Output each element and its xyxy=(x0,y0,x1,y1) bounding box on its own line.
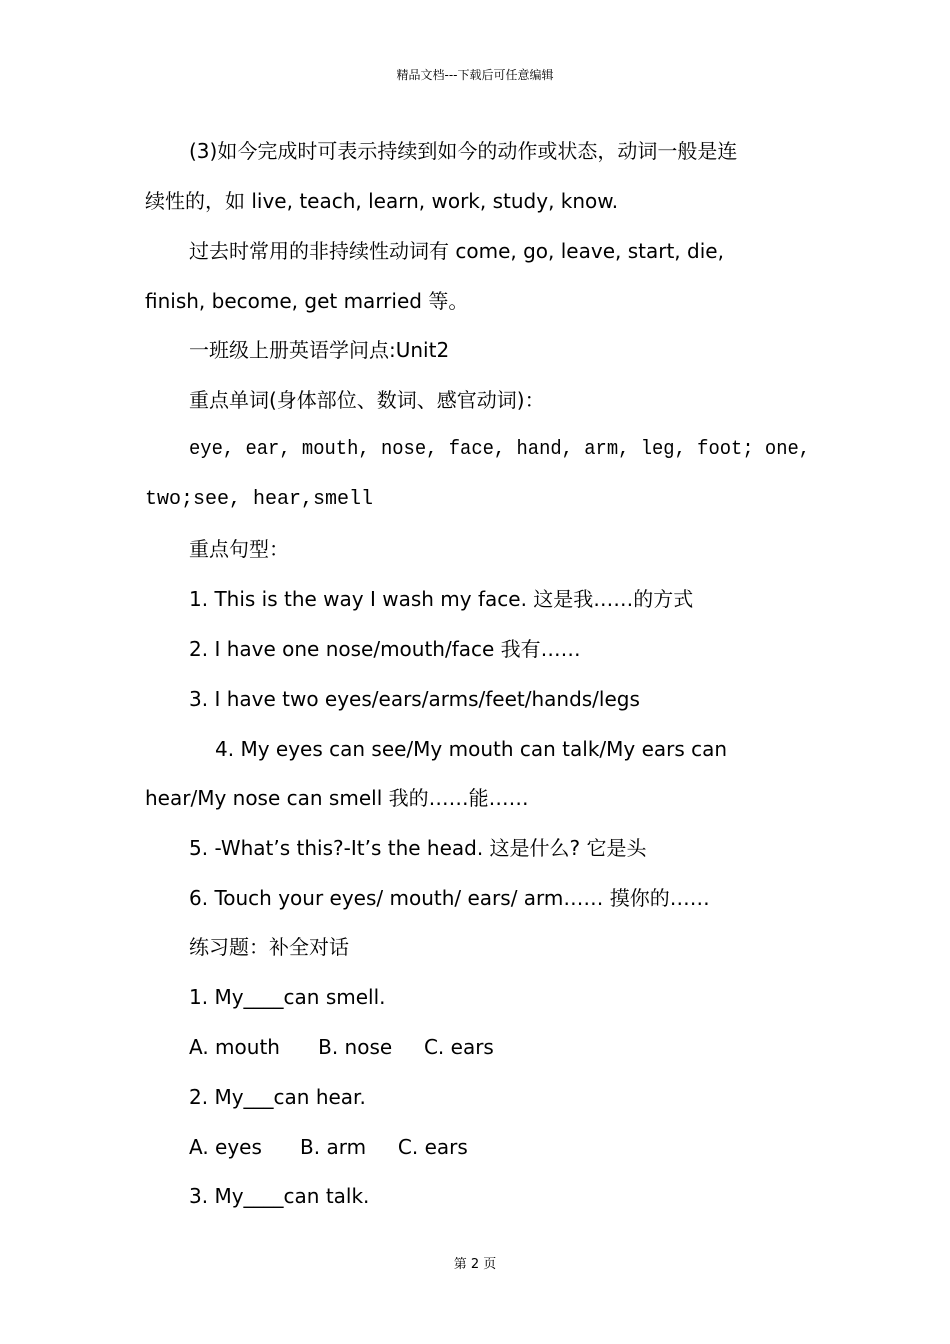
paragraph-line: (3)如今完成时可表示持续到如今的动作或状态，动词一般是连 xyxy=(189,139,738,163)
exercise-options: A. eyes B. arm C. ears xyxy=(189,1135,468,1159)
sentence-pattern: 6. Touch your eyes/ mouth/ ears/ arm…… 摸你的…… xyxy=(189,886,710,910)
sentence-pattern: 3. I have two eyes/ears/arms/feet/hands/legs xyxy=(189,687,640,711)
exercise-question: 2. My___can hear. xyxy=(189,1085,366,1109)
sentence-pattern: 5. -What’s this?-It’s the head. 这是什么? 它是头 xyxy=(189,836,647,860)
sentence-pattern: hear/My nose can smell 我的……能…… xyxy=(145,786,529,810)
page-header: 精品文档---下载后可任意编辑 xyxy=(396,68,554,82)
vocab-line: eye, ear, mouth, nose, face, hand, arm, leg, foot; one, xyxy=(189,438,811,461)
subheading: 练习题：补全对话 xyxy=(189,935,349,959)
paragraph-line: 过去时常用的非持续性动词有 come, go, leave, start, die, xyxy=(189,239,724,263)
paragraph-line: finish, become, get married 等。 xyxy=(145,289,469,313)
sentence-pattern: 4. My eyes can see/My mouth can talk/My ears can xyxy=(215,737,728,761)
sentence-pattern: 2. I have one nose/mouth/face 我有…… xyxy=(189,637,581,661)
page-footer: 第 2 页 xyxy=(453,1257,497,1272)
exercise-question: 1. My____can smell. xyxy=(189,985,386,1009)
exercise-options: A. mouth B. nose C. ears xyxy=(189,1035,494,1059)
section-heading: 一班级上册英语学问点:Unit2 xyxy=(189,338,450,362)
subheading: 重点单词(身体部位、数词、感官动词)： xyxy=(189,388,545,412)
sentence-pattern: 1. This is the way I wash my face. 这是我……的方式 xyxy=(189,587,694,611)
paragraph-line: 续性的，如 live, teach, learn, work, study, know. xyxy=(145,189,619,213)
subheading: 重点句型： xyxy=(189,537,289,561)
exercise-question: 3. My____can talk. xyxy=(189,1184,370,1208)
vocab-line: two;see, hear,smell xyxy=(145,488,374,511)
